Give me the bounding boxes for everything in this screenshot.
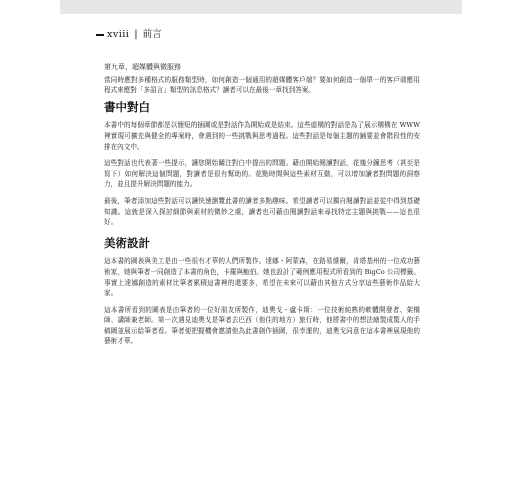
paragraph: 這本書所看到的圖表是由筆者的一位好朋友所製作，迪奧戈・盧卡斯：一位技術純熟的軟體開發者、架構師、講師兼老師。第一次遇見迪奧戈是筆者去巴西（他住的地方）旅行時，他將書中的想法繪製成驚人的手稿圖並展示給筆者看。筆者便把握機會邀請他為此書創作插圖，很幸運的，迪奧戈同意在這本書裡展現他的藝術才華。	[104, 305, 420, 346]
section-heading-art: 美術設計	[104, 235, 150, 250]
paragraph: 最後，筆者添加這些對話可以讓快速瀏覽此書的讀者多點趣味。希望讀者可以獨自閱讀對話並從中得到基礎知識。這就是深入探討細節與素材的微妙之處，讀者也可藉由閱讀對話來尋找特定主題與挑戰——這也很好。	[104, 196, 420, 227]
chapter-note-title: 第九章，超媒體與微服務	[104, 63, 181, 71]
chapter-note-body: 當同時應對多種格式的服務類型時，如何創造一個通用的超媒體客戶端？要如何創造一個單一的客戶端應用程式來應對「多語言」類型的訊息格式？讀者可以在最後一章找到答案。	[104, 75, 420, 95]
running-header	[96, 26, 162, 40]
top-margin-bar	[60, 0, 462, 14]
header-section-title: 前言	[142, 29, 162, 40]
page-number: xviii	[107, 29, 130, 40]
paragraph: 這本書的圖表與美工是由一些很有才華的人們所製作。達娜・阿蒙森，在路易維爾，肯塔基州的一位成功藝術家，她與筆者一同創造了本書的角色，卡羅與鮑伯。她也設計了範例應用程式所看到的 BigCo 公司標籤。事實上達娜創造的素材比筆者累積這書裡的還要多，希望在未來可以藉由其他方式分享這些藝術作品給大家。	[104, 257, 420, 298]
paragraph: 本書中的每個章節都是以簡短的插圖或是對話作為開始或是結束。這些虛構的對話是為了展示構構在 WWW 裡實現可擴充與健全的專案時，會遇到的一些挑戰與思考過程。這些對話是每個主題的鋪要並會階段性的安排在內文中。	[104, 121, 420, 151]
page-content	[104, 62, 420, 353]
section-heading-dialogues: 書中對白	[104, 99, 150, 114]
paragraph: 這些對話也代表著一些提示，讓您開始關注對白中提出的問題。藉由開始閱讀對話，花幾分鐘思考（甚至是寫下）如何解決這個問題，對讀者是很有幫助的。花點時間與這些素材互動，可以增加讀者對問題的洞察力，並且提升解決問題的能力。	[104, 159, 420, 189]
header-rule	[96, 34, 104, 36]
header-separator: |	[134, 29, 138, 40]
